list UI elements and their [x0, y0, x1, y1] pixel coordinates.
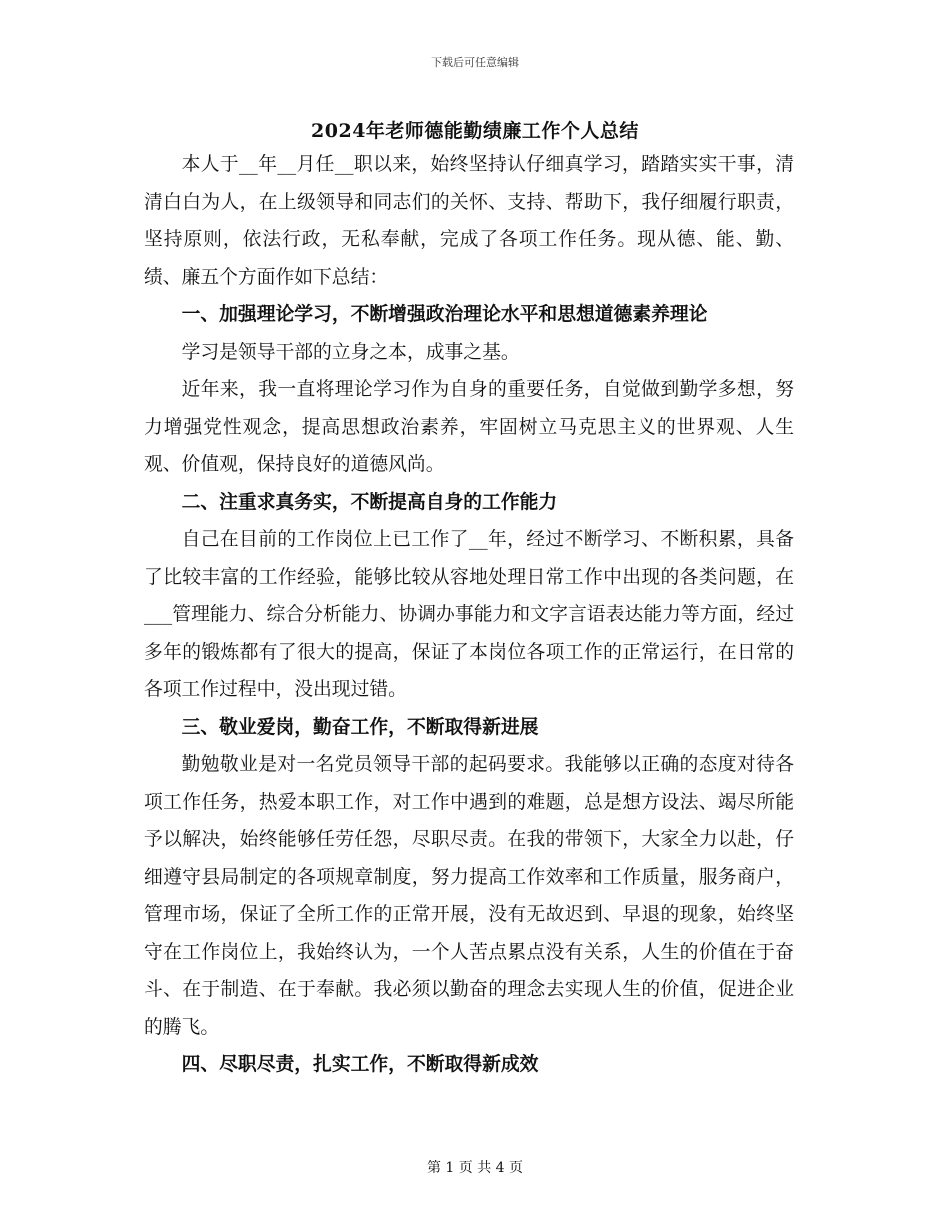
section-heading-1: 一、加强理论学习，不断增强政治理论水平和思想道德素养理论: [181, 303, 708, 325]
section-heading-4: 四、尽职尽责，扎实工作，不断取得新成效: [181, 1053, 539, 1075]
section-heading-2: 二、注重求真务实，不断提高自身的工作能力: [181, 490, 558, 513]
header-note: 下载后可任意编辑: [431, 56, 519, 69]
body-paragraph: 学习是领导干部的立身之本，成事之基。: [181, 341, 520, 363]
document-title: 2024年老师德能勤绩廉工作个人总结: [311, 120, 639, 142]
section-heading-3: 三、敬业爱岗，勤奋工作，不断取得新进展: [181, 715, 539, 738]
body-paragraph: 近年来，我一直将理论学习作为自身的重要任务，自觉做到勤学多想，努力增强党性观念，提高思想政治素养，牢固树立马克思主义的世界观、人生观、价值观，保持良好的道德风尚。: [144, 379, 794, 475]
intro-paragraph: 本人于__年__月任__职以来，始终坚持认仔细真学习，踏踏实实干事，清清白白为人，在上级领导和同志们的关怀、支持、帮助下，我仔细履行职责，坚持原则，依法行政，无私奉献，完成了各项工作任务。现从德、能、勤、绩、廉五个方面作如下总结：: [144, 154, 794, 288]
body-paragraph: 自己在目前的工作岗位上已工作了__年，经过不断学习、不断积累，具备了比较丰富的工作经验，能够比较从容地处理日常工作中出现的各类问题，在___管理能力、综合分析能力、协调办事能力和文字言语表达能力等方面，经过多年的锻炼都有了很大的提高，保证了本岗位各项工作的正常运行，在日常的各项工作过程中，没出现过错。: [144, 529, 794, 700]
document-body: [144, 146, 794, 1084]
body-paragraph: 勤勉敬业是对一名党员领导干部的起码要求。我能够以正确的态度对待各项工作任务，热爱本职工作，对工作中遇到的难题，总是想方设法、竭尽所能予以解决，始终能够任劳任怨，尽职尽责。在我的带领下，大家全力以赴，仔细遵守县局制定的各项规章制度，努力提高工作效率和工作质量，服务商户，管理市场，保证了全所工作的正常开展，没有无故迟到、早退的现象，始终坚守在工作岗位上，我始终认为，一个人苦点累点没有关系，人生的价值在于奋斗、在于制造、在于奉献。我必须以勤奋的理念去实现人生的价值，促进企业的腾飞。: [144, 754, 794, 1038]
page-footer: 第 1 页 共 4 页: [426, 1160, 524, 1176]
